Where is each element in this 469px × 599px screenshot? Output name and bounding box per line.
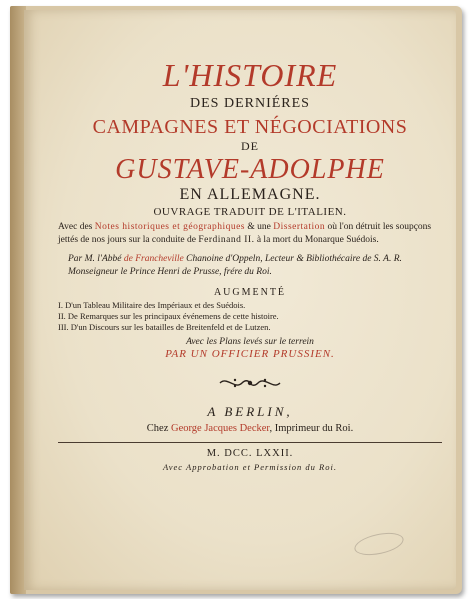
title-line-dernieres: DES DERNIÉRES xyxy=(190,96,310,111)
list-item: III. D'un Discours sur les batailles de Breitenfeld et de Lutzen. xyxy=(58,322,271,332)
printer-line xyxy=(58,423,442,434)
library-stamp xyxy=(352,529,405,559)
author-text-1: Par M. l'Abbé xyxy=(68,254,124,264)
printer-text-1: Chez xyxy=(146,423,171,434)
title-line-gustave: GUSTAVE-ADOLPHE xyxy=(115,154,385,185)
divider-rule xyxy=(58,442,442,443)
para-text-1: Avec des xyxy=(58,222,95,232)
printer-ornament-icon xyxy=(215,374,285,392)
officer-line: PAR UN OFFICIER PRUSSIEN. xyxy=(165,348,335,360)
augmente-heading: AUGMENTÉ xyxy=(213,287,287,298)
author-paragraph xyxy=(58,253,442,279)
para-text-3: où l'on détruit les soupçons jettés de nos jours sur la conduite de xyxy=(58,222,432,245)
description-paragraph xyxy=(58,221,442,247)
para-dissertation: Dissertation xyxy=(273,222,326,232)
author-text-2: Chanoine d'Oppeln, Lecteur & Bibliothécaire de S. A. R. Monseigneur le Prince Henri de Prusse, frére du Roi. xyxy=(68,254,402,277)
title-page-content xyxy=(58,56,442,472)
city-line: A BERLIN, xyxy=(207,404,293,419)
list-item: II. De Remarques sur les principaux événemens de cette histoire. xyxy=(58,311,279,321)
author-name: de Francheville xyxy=(123,254,184,264)
title-line-allemagne: EN ALLEMAGNE. xyxy=(179,186,321,203)
printer-name: George Jacques Decker xyxy=(170,423,270,434)
year-line: M. DCC. LXXII. xyxy=(206,448,294,459)
plans-line: Avec les Plans levés sur le terrein xyxy=(186,337,314,347)
para-ferdinand: Ferdinand II. xyxy=(198,235,255,245)
para-text-2: & une xyxy=(245,222,274,232)
title-line-de: DE xyxy=(241,139,259,153)
list-item: I. D'un Tableau Militaire des Impériaux et des Suédois. xyxy=(58,300,246,310)
title-line-histoire: L'HISTOIRE xyxy=(162,57,338,93)
title-line-campagnes: CAMPAGNES ET NÉGOCIATIONS xyxy=(92,116,408,138)
para-text-4: à la mort du Monarque Suédois. xyxy=(254,235,379,245)
title-line-ouvrage: OUVRAGE TRADUIT DE L'ITALIEN. xyxy=(153,206,347,218)
book xyxy=(10,6,462,594)
approbation-line: Avec Approbation et Permission du Roi. xyxy=(163,462,337,472)
title-page xyxy=(24,10,456,590)
augmente-list xyxy=(58,300,442,333)
para-notes: Notes historiques et géographiques xyxy=(94,222,246,232)
printer-text-2: , Imprimeur du Roi. xyxy=(269,423,354,434)
